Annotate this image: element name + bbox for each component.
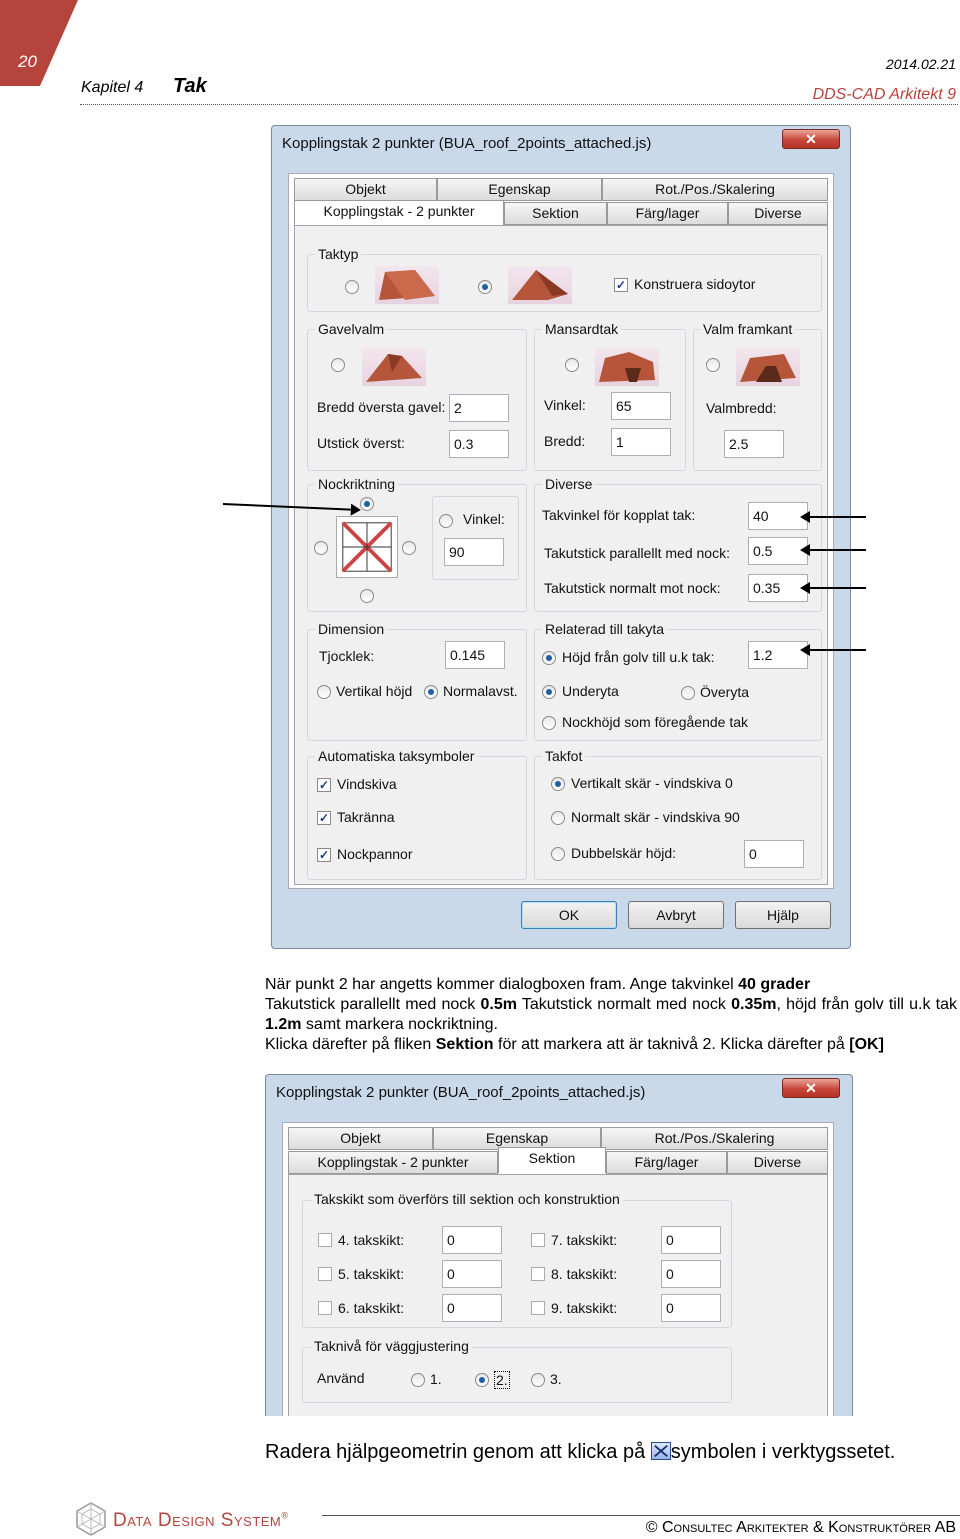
nockpannor-checkbox[interactable]: ✓ (318, 848, 330, 862)
arrow-normalt (810, 587, 866, 589)
takskikt-4-checkbox (318, 1233, 332, 1247)
utstick-normalt-label: Takutstick normalt mot nock: (544, 580, 721, 596)
valm-framkant-roof-icon (736, 348, 800, 386)
close-button-2[interactable]: ✕ (782, 1078, 840, 1098)
hojd-fran-golv-input[interactable]: 1.2 (748, 641, 808, 669)
tjocklek-input[interactable]: 0.145 (445, 641, 505, 669)
valm-framkant-radio[interactable] (706, 358, 720, 372)
tab-rot-pos-skalering[interactable]: Rot./Pos./Skalering (602, 178, 828, 201)
nock-vinkel-label: Vinkel: (463, 511, 505, 527)
mansard-bredd-input[interactable]: 1 (611, 428, 671, 456)
tab2-kopplingstak[interactable]: Kopplingstak - 2 punkter (288, 1151, 498, 1174)
delete-helper-geometry-icon (651, 1442, 671, 1460)
header-date: 2014.02.21 (885, 56, 956, 72)
tjocklek-label: Tjocklek: (319, 648, 375, 664)
takranna-checkbox[interactable]: ✓ (318, 811, 330, 825)
nock-direction-icon (336, 516, 398, 578)
hojd-fran-golv-radio[interactable] (542, 651, 556, 665)
utstick-overst-input[interactable]: 0.3 (449, 430, 509, 458)
overyta-radio[interactable] (681, 686, 695, 700)
chapter-label: Kapitel 4 (81, 79, 144, 96)
dialog-title: Kopplingstak 2 punkter (BUA_roof_2points_attached.js) (282, 135, 652, 152)
mansardtak-roof-icon (595, 348, 659, 386)
utstick-normalt-input[interactable]: 0.35 (748, 574, 808, 602)
avbryt-button[interactable]: Avbryt (628, 901, 724, 929)
takvinkel-label: Takvinkel för kopplat tak: (542, 507, 696, 523)
takskikt-7-input: 0 (661, 1226, 721, 1254)
mansard-vinkel-label: Vinkel: (544, 397, 586, 413)
takskikt-8-label: 8. takskikt: (551, 1266, 618, 1282)
underyta-label: Underyta (562, 683, 619, 699)
normalt-skar-radio[interactable] (551, 811, 565, 825)
group-mansardtak-label: Mansardtak (542, 321, 621, 337)
nockhojd-radio[interactable] (542, 716, 556, 730)
konstruera-sidoytor-label: Konstruera sidoytor (634, 276, 756, 292)
takskikt-8-input: 0 (661, 1260, 721, 1288)
group-taktyp-label: Taktyp (315, 246, 361, 262)
roof-dialog-main (271, 125, 851, 949)
utstick-overst-label: Utstick överst: (317, 435, 405, 451)
group-dimension-label: Dimension (315, 621, 387, 637)
takniva-option-3: 3. (550, 1371, 562, 1387)
vertikal-hojd-radio[interactable] (317, 685, 331, 699)
nock-vinkel-input[interactable]: 90 (444, 538, 504, 566)
tab-objekt[interactable]: Objekt (294, 178, 437, 201)
hjalp-button[interactable]: Hjälp (735, 901, 831, 929)
group-relaterad-label: Relaterad till takyta (542, 621, 667, 637)
nock-radio-down[interactable] (360, 589, 374, 603)
tab-diverse[interactable]: Diverse (728, 202, 828, 225)
mansardtak-radio[interactable] (565, 358, 579, 372)
dialog2-titlebar (266, 1075, 852, 1113)
gavelvalm-roof-icon (362, 348, 426, 386)
nock-radio-right[interactable] (402, 541, 416, 555)
header-divider (80, 104, 958, 105)
takskikt-6-checkbox (318, 1301, 332, 1315)
group-valm-framkant-label: Valm framkant (700, 321, 795, 337)
group-takfot-label: Takfot (542, 748, 585, 764)
footer-company: Data Design System® (113, 1510, 289, 1531)
dds-logo-icon (76, 1502, 106, 1536)
instruction-line-3: Klicka därefter på fliken Sektion för att markera att är taknivå 2. Klicka därefter på [OK] (265, 1036, 884, 1053)
chapter-title: Tak (173, 75, 207, 97)
tab-sektion[interactable]: Sektion (504, 202, 607, 225)
takskikt-9-input: 0 (661, 1294, 721, 1322)
mansard-vinkel-input[interactable]: 65 (611, 392, 671, 420)
takranna-label: Takränna (337, 809, 395, 825)
group-takniva-label: Taknivå för väggjustering (311, 1338, 472, 1354)
vindskiva-label: Vindskiva (337, 776, 397, 792)
dubbelskar-label: Dubbelskär höjd: (571, 845, 677, 861)
page-number: 20 (18, 52, 37, 71)
takskikt-4-label: 4. takskikt: (338, 1232, 405, 1248)
group-diverse-label: Diverse (542, 476, 595, 492)
instruction-line-2: Takutstick parallellt med nock 0.5m Takutstick normalt med nock 0.35m, höjd från golv till u.k tak 1.2m samt markera nockriktning. (265, 996, 958, 1033)
takskikt-7-label: 7. takskikt: (551, 1232, 618, 1248)
utstick-parallellt-input[interactable]: 0.5 (748, 537, 808, 565)
takskikt-5-label: 5. takskikt: (338, 1266, 405, 1282)
tab-farg-lager[interactable]: Färg/lager (607, 202, 728, 225)
ok-button[interactable]: OK (521, 901, 617, 929)
bredd-oversta-gavel-input[interactable]: 2 (449, 394, 509, 422)
overyta-label: Överyta (700, 684, 750, 700)
tab2-rot-pos-skalering[interactable]: Rot./Pos./Skalering (601, 1127, 828, 1150)
nock-radio-left[interactable] (314, 541, 328, 555)
takniva-option-1: 1. (430, 1371, 442, 1387)
delete-helper-instruction: Radera hjälpgeometrin genom att klicka på symbolen i verktygssetet. (265, 1441, 896, 1463)
close-button[interactable]: ✕ (782, 129, 840, 149)
mansard-bredd-label: Bredd: (544, 433, 586, 449)
instruction-line-1: När punkt 2 har angetts kommer dialogboxen fram. Ange takvinkel 40 grader (265, 976, 811, 993)
takniva-radio-3[interactable] (531, 1373, 545, 1387)
roof-type-2-icon (508, 266, 572, 304)
group-nockriktning-label: Nockriktning (315, 476, 398, 492)
vertikalt-skar-radio[interactable] (551, 777, 565, 791)
page-corner-tab (0, 0, 80, 86)
nock-vinkel-radio[interactable] (439, 514, 453, 528)
footer-copyright: © Consultec Arkitekter & Konstruktörer AB (645, 1519, 956, 1536)
dubbelskar-input[interactable]: 0 (744, 840, 804, 868)
tab2-sektion[interactable]: Sektion (498, 1147, 606, 1173)
takskikt-8-checkbox (531, 1267, 545, 1281)
tab-egenskap[interactable]: Egenskap (437, 178, 602, 201)
underyta-radio[interactable] (542, 685, 556, 699)
takvinkel-input[interactable]: 40 (748, 502, 808, 530)
group-takskikt-label: Takskikt som överförs till sektion och konstruktion (311, 1191, 623, 1207)
takskikt-7-checkbox (531, 1233, 545, 1247)
utstick-parallellt-label: Takutstick parallellt med nock: (544, 545, 730, 561)
header-product: DDS-CAD Arkitekt 9 (812, 86, 956, 103)
group-gavelvalm-label: Gavelvalm (315, 321, 387, 337)
takskikt-5-checkbox (318, 1267, 332, 1281)
dialog-titlebar (272, 126, 850, 164)
bredd-oversta-gavel-label: Bredd översta gavel: (317, 399, 446, 415)
takskikt-4-input: 0 (442, 1226, 502, 1254)
hojd-fran-golv-label: Höjd från golv till u.k tak: (562, 649, 715, 665)
takskikt-9-label: 9. takskikt: (551, 1300, 618, 1316)
vertikal-hojd-label: Vertikal höjd (336, 683, 413, 699)
arrow-hojd (810, 649, 866, 651)
roof-type-1-icon (375, 266, 439, 304)
normalt-skar-label: Normalt skär - vindskiva 90 (571, 809, 740, 825)
nockhojd-label: Nockhöjd som föregående tak (562, 714, 748, 730)
vindskiva-checkbox[interactable]: ✓ (318, 778, 330, 792)
takniva-radio-2[interactable] (475, 1373, 489, 1387)
vertikalt-skar-label: Vertikalt skär - vindskiva 0 (571, 775, 733, 791)
arrow-takvinkel (810, 516, 866, 518)
normalavst-label: Normalavst. (443, 683, 518, 699)
taktyp-radio-1[interactable] (345, 280, 359, 294)
anvand-label: Använd (317, 1370, 365, 1386)
tab-kopplingstak[interactable]: Kopplingstak - 2 punkter (294, 200, 504, 226)
normalavst-radio[interactable] (424, 685, 438, 699)
konstruera-sidoytor-checkbox[interactable]: ✓ (615, 278, 627, 292)
gavelvalm-radio[interactable] (331, 358, 345, 372)
takniva-option-2: 2. (496, 1372, 508, 1388)
taktyp-radio-2[interactable] (478, 280, 492, 294)
nock-radio-up[interactable] (360, 497, 374, 511)
dialog2-title: Kopplingstak 2 punkter (BUA_roof_2points_attached.js) (276, 1084, 646, 1101)
takskikt-5-input: 0 (442, 1260, 502, 1288)
valmbredd-input[interactable]: 2.5 (724, 430, 784, 458)
dubbelskar-radio[interactable] (551, 847, 565, 861)
arrow-parallellt (810, 549, 866, 551)
nockpannor-label: Nockpannor (337, 846, 413, 862)
takskikt-6-input: 0 (442, 1294, 502, 1322)
takskikt-6-label: 6. takskikt: (338, 1300, 405, 1316)
roof-dialog-sektion (265, 1074, 853, 1416)
group-takniva (302, 1347, 732, 1403)
takniva-radio-1[interactable] (411, 1373, 425, 1387)
tab2-egenskap[interactable]: Egenskap (433, 1127, 601, 1150)
group-auto-taksymboler-label: Automatiska taksymboler (315, 748, 477, 764)
tab2-farg-lager[interactable]: Färg/lager (606, 1151, 727, 1174)
tab2-objekt[interactable]: Objekt (288, 1127, 433, 1150)
takskikt-9-checkbox (531, 1301, 545, 1315)
tab2-diverse[interactable]: Diverse (727, 1151, 828, 1174)
footer-divider (322, 1515, 960, 1516)
valmbredd-label: Valmbredd: (706, 400, 777, 416)
